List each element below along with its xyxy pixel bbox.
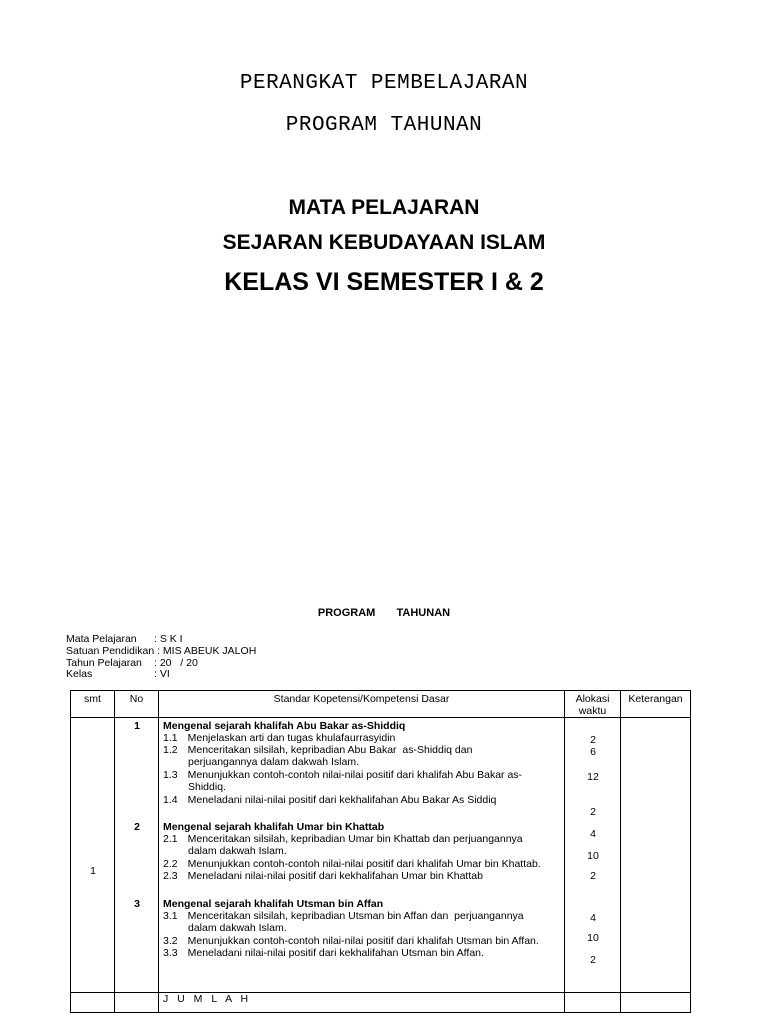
alokasi-2-3: 2 bbox=[590, 870, 596, 882]
alokasi-1-4: 2 bbox=[590, 806, 596, 818]
kd-item-3-1-cont: dalam dakwah Islam. bbox=[188, 922, 287, 934]
header-alokasi-waktu bbox=[565, 691, 621, 718]
program-table bbox=[70, 690, 691, 1013]
group-title-1: Mengenal sejarah khalifah Abu Bakar as-Shiddiq bbox=[163, 720, 406, 732]
header-alokasi-line2: waktu bbox=[578, 705, 607, 717]
kd-number: 2.1 bbox=[163, 833, 178, 845]
kd-text: Menjelaskan arti dan tugas khulafaurrasyidin bbox=[187, 732, 396, 744]
program-heading: PROGRAM TAHUNAN bbox=[317, 607, 451, 619]
kd-item-3-3 bbox=[163, 947, 484, 959]
kd-number: 1.1 bbox=[163, 732, 178, 744]
kd-text: Menceritakan silsilah, kepribadian Umar bin Khattab dan perjuangannya bbox=[187, 833, 523, 845]
alokasi-3-2: 10 bbox=[587, 932, 599, 944]
alokasi-1-1: 2 bbox=[590, 734, 596, 746]
cover-title-line-1: PERANGKAT PEMBELAJARAN bbox=[239, 72, 529, 95]
group-title-2: Mengenal sejarah khalifah Umar bin Khattab bbox=[163, 821, 385, 833]
cover-class-semester: KELAS VI SEMESTER I & 2 bbox=[224, 268, 544, 296]
meta-value: : 20 / 20 bbox=[154, 657, 198, 669]
kd-number: 1.4 bbox=[163, 794, 178, 806]
meta-key: Tahun Pelajaran bbox=[66, 657, 142, 669]
meta-key: Mata Pelajaran bbox=[66, 633, 137, 645]
table-row-jumlah bbox=[71, 993, 691, 1013]
kd-text: Menceritakan silsilah, kepribadian Abu Bakar as-Shiddiq dan bbox=[187, 744, 473, 756]
kd-item-1-1 bbox=[163, 732, 395, 744]
alokasi-2-1: 4 bbox=[590, 828, 596, 840]
kd-text: Meneladani nilai-nilai positif dari kekhalifahan Abu Bakar As Siddiq bbox=[187, 794, 497, 806]
jumlah-label: J U M L A H bbox=[163, 993, 252, 1005]
smt-value: 1 bbox=[90, 865, 96, 877]
kd-text: Meneladani nilai-nilai positif dari kekhalifahan Umar bin Khattab bbox=[187, 870, 483, 882]
kd-item-1-3 bbox=[163, 769, 522, 781]
alokasi-3-3: 2 bbox=[590, 954, 596, 966]
alokasi-2-2: 10 bbox=[587, 850, 599, 862]
cell-jumlah-alokasi bbox=[565, 993, 621, 1013]
meta-value: : MIS ABEUK JALOH bbox=[157, 645, 257, 657]
header-no: No bbox=[115, 691, 159, 718]
cover-subject-heading: MATA PELAJARAN bbox=[288, 196, 480, 219]
table-header-row bbox=[71, 691, 691, 718]
kd-number: 3.3 bbox=[163, 947, 178, 959]
meta-key: Satuan Pendidikan bbox=[66, 645, 155, 657]
kd-item-2-3 bbox=[163, 870, 483, 882]
cell-jumlah-ket bbox=[621, 993, 691, 1013]
group-title-3: Mengenal sejarah khalifah Utsman bin Affan bbox=[163, 898, 384, 910]
table-row-semester-1 bbox=[71, 718, 691, 993]
kd-item-1-4 bbox=[163, 794, 496, 806]
cover-subject-name: SEJARAN KEBUDAYAAN ISLAM bbox=[222, 231, 546, 254]
kd-text: Menunjukkan contoh-contoh nilai-nilai positif dari khalifah Umar bin Khattab. bbox=[187, 858, 541, 870]
kd-item-2-2 bbox=[163, 858, 541, 870]
kd-number: 3.1 bbox=[163, 910, 178, 922]
kd-number: 2.2 bbox=[163, 858, 178, 870]
meta-row-class bbox=[66, 668, 170, 680]
kd-number: 3.2 bbox=[163, 935, 178, 947]
kd-text: Meneladani nilai-nilai positif dari kekhalifahan Utsman bin Affan. bbox=[187, 947, 484, 959]
kd-item-3-1 bbox=[163, 910, 524, 922]
kd-text: Menunjukkan contoh-contoh nilai-nilai positif dari khalifah Utsman bin Affan. bbox=[187, 935, 539, 947]
cell-jumlah-no bbox=[115, 993, 159, 1013]
cell-jumlah-label bbox=[159, 993, 565, 1013]
kd-item-2-1-cont: dalam dakwah Islam. bbox=[188, 845, 287, 857]
header-smt: smt bbox=[71, 691, 115, 718]
kd-number: 1.3 bbox=[163, 769, 178, 781]
kd-item-2-1 bbox=[163, 833, 523, 845]
kd-item-1-2 bbox=[163, 744, 472, 756]
kd-item-1-3-cont: Shiddiq. bbox=[188, 781, 226, 793]
alokasi-3-1: 4 bbox=[590, 912, 596, 924]
header-keterangan: Keterangan bbox=[621, 691, 691, 718]
kd-number: 1.2 bbox=[163, 744, 178, 756]
alokasi-1-2: 6 bbox=[590, 746, 596, 758]
meta-row-school bbox=[66, 645, 256, 657]
alokasi-1-3: 12 bbox=[587, 771, 599, 783]
cell-smt bbox=[71, 718, 115, 993]
kd-number: 2.3 bbox=[163, 870, 178, 882]
cell-jumlah-smt bbox=[71, 993, 115, 1013]
kd-text: Menceritakan silsilah, kepribadian Utsman bin Affan dan perjuangannya bbox=[187, 910, 524, 922]
header-standar-kompetensi: Standar Kopetensi/Kompetensi Dasar bbox=[159, 691, 565, 718]
cover-title-line-2: PROGRAM TAHUNAN bbox=[285, 114, 483, 137]
kd-item-1-2-cont: perjuangannya dalam dakwah Islam. bbox=[188, 756, 360, 768]
group-no-2: 2 bbox=[134, 821, 140, 833]
cell-no bbox=[115, 718, 159, 993]
group-no-1: 1 bbox=[134, 720, 140, 732]
meta-value: : S K I bbox=[154, 633, 183, 645]
cell-alokasi-waktu bbox=[565, 718, 621, 993]
meta-value: : VI bbox=[154, 668, 170, 680]
kd-item-3-2 bbox=[163, 935, 539, 947]
meta-key: Kelas bbox=[66, 668, 93, 680]
cell-keterangan bbox=[621, 718, 691, 993]
kd-text: Menunjukkan contoh-contoh nilai-nilai positif dari khalifah Abu Bakar as- bbox=[187, 769, 523, 781]
group-no-3: 3 bbox=[134, 898, 140, 910]
meta-row-subject bbox=[66, 633, 183, 645]
header-alokasi-line1: Alokasi bbox=[575, 693, 610, 705]
cell-standar-kompetensi bbox=[159, 718, 565, 993]
